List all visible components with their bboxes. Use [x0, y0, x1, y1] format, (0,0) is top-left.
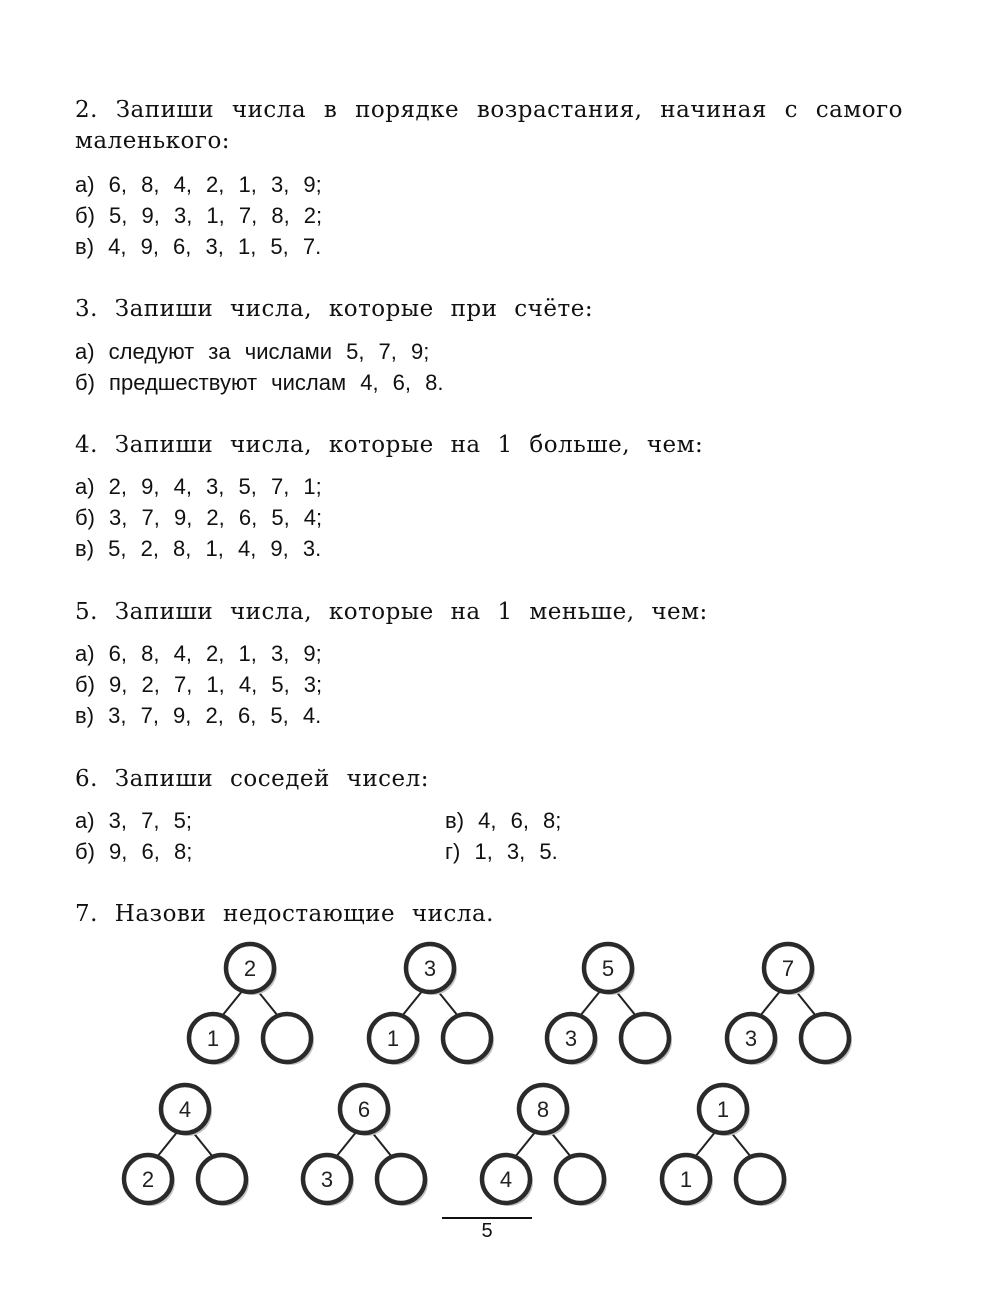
- tree-node-left-value: 3: [744, 1026, 758, 1051]
- task-2-item-b: б) 5, 9, 3, 1, 7, 8, 2;: [75, 203, 323, 228]
- node-circle: [198, 1155, 246, 1203]
- tree-node-top-value: 5: [601, 956, 615, 981]
- task-4-item-c: в) 5, 2, 8, 1, 4, 9, 3.: [75, 536, 322, 561]
- task-6-item-d: г) 1, 3, 5.: [445, 839, 558, 864]
- task-6-title: 6. Запиши соседей чисел:: [75, 766, 430, 792]
- node-circle: [263, 1014, 311, 1062]
- tree-connector-left: [580, 990, 601, 1016]
- node-circle: [377, 1155, 425, 1203]
- task-2-item-a: а) 6, 8, 4, 2, 1, 3, 9;: [75, 172, 322, 197]
- task-6-item-c: в) 4, 6, 8;: [445, 808, 562, 833]
- number-tree: [482, 1085, 607, 1206]
- number-tree: [369, 944, 494, 1065]
- number-tree: [727, 944, 852, 1065]
- tree-connector-left: [222, 990, 243, 1016]
- tree-node-top-value: 6: [357, 1097, 371, 1122]
- page-number-rule: [442, 1217, 532, 1219]
- task-3-item-a: а) следуют за числами 5, 7, 9;: [75, 339, 430, 364]
- task-6-item-a: а) 3, 7, 5;: [75, 808, 192, 833]
- number-tree: [189, 944, 314, 1065]
- tree-node-left-value: 1: [206, 1026, 220, 1051]
- node-circle: [736, 1155, 784, 1203]
- node-circle: [556, 1155, 604, 1203]
- node-circle: [443, 1014, 491, 1062]
- tree-node-left-value: 1: [386, 1026, 400, 1051]
- tree-node-top-value: 3: [423, 956, 437, 981]
- tree-node-top-value: 7: [781, 956, 795, 981]
- task-5-item-c: в) 3, 7, 9, 2, 6, 5, 4.: [75, 703, 322, 728]
- node-circle: [801, 1014, 849, 1062]
- tree-node-left-value: 3: [564, 1026, 578, 1051]
- number-tree: [303, 1085, 428, 1206]
- task-6-item-b: б) 9, 6, 8;: [75, 839, 193, 864]
- node-circle: [621, 1014, 669, 1062]
- tree-node-left-value: 3: [320, 1167, 334, 1192]
- tree-node-top-value: 4: [178, 1097, 192, 1122]
- task-4-item-b: б) 3, 7, 9, 2, 6, 5, 4;: [75, 505, 323, 530]
- page-number: 5: [481, 1220, 493, 1242]
- tree-node-left-value: 4: [499, 1167, 513, 1192]
- tree-node-left-value: 2: [141, 1167, 155, 1192]
- task-2-title: 2. Запиши числа в порядке возрастания, начиная с самого маленького:: [75, 97, 903, 154]
- task-3-title: 3. Запиши числа, которые при счёте:: [75, 296, 594, 322]
- task-4-title: 4. Запиши числа, которые на 1 больше, чем:: [75, 432, 704, 458]
- task-3-item-b: б) предшествуют числам 4, 6, 8.: [75, 370, 444, 395]
- tree-connector-left: [157, 1131, 178, 1157]
- number-tree: [124, 1085, 249, 1206]
- tree-connector-left: [402, 990, 423, 1016]
- number-tree: [547, 944, 672, 1065]
- number-tree: [662, 1085, 787, 1206]
- task-4-item-a: а) 2, 9, 4, 3, 5, 7, 1;: [75, 474, 322, 499]
- tree-node-top-value: 8: [536, 1097, 550, 1122]
- tree-connector-left: [515, 1131, 536, 1157]
- tree-connector-left: [336, 1131, 357, 1157]
- tree-node-top-value: 2: [243, 956, 257, 981]
- task-5-title: 5. Запиши числа, которые на 1 меньше, чем:: [75, 599, 708, 625]
- task-5-item-a: а) 6, 8, 4, 2, 1, 3, 9;: [75, 641, 322, 666]
- task-5-item-b: б) 9, 2, 7, 1, 4, 5, 3;: [75, 672, 323, 697]
- tree-connector-left: [695, 1131, 716, 1157]
- tree-node-top-value: 1: [716, 1097, 730, 1122]
- task-2-item-c: в) 4, 9, 6, 3, 1, 5, 7.: [75, 234, 322, 259]
- tree-node-left-value: 1: [679, 1167, 693, 1192]
- tree-connector-left: [760, 990, 781, 1016]
- task-7-title: 7. Назови недостающие числа.: [75, 901, 494, 927]
